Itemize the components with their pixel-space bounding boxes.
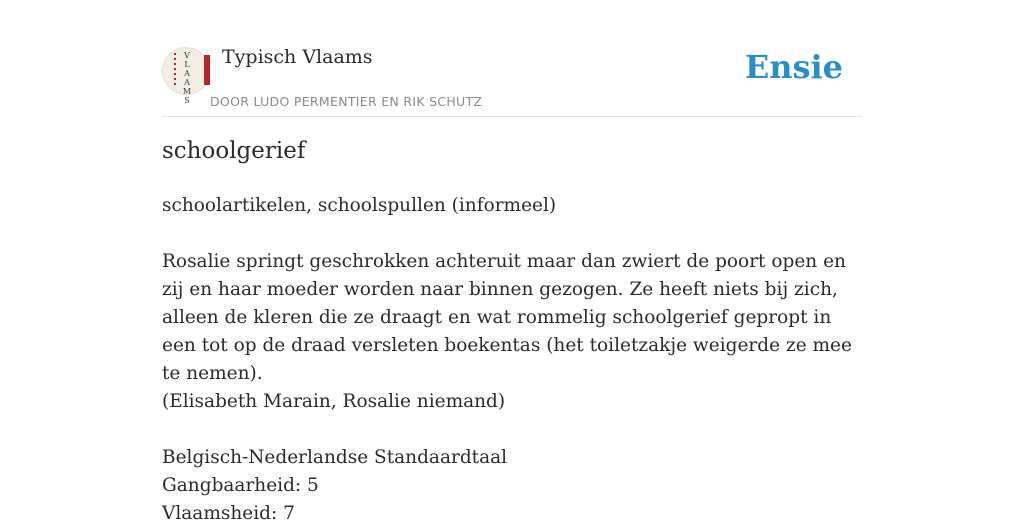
cover-letter: M — [182, 87, 192, 96]
cover-letter: A — [184, 69, 190, 78]
book-cover-image[interactable] — [162, 47, 210, 105]
cover-letters — [180, 51, 194, 105]
entry-vlaamsheid: Vlaamsheid: 7 — [162, 503, 295, 524]
entry-content — [162, 192, 862, 528]
entry-example: Rosalie springt geschrokken achteruit maar dan zwiert de poort open en zij en haar moeder worden naar binnen gezogen. Ze heeft niets bij zich, alleen de kleren die ze draagt en wat rommelig schoolgerief gepropt in een tot op de draad versleten boekentas (het toiletzakje weigerde ze mee te nemen). — [162, 251, 852, 384]
header — [162, 0, 862, 117]
spacer — [162, 416, 862, 444]
brand-logo-link[interactable]: Ensie — [744, 48, 843, 86]
page — [162, 0, 862, 524]
cover-letter: L — [184, 60, 190, 69]
cover-letter: V — [184, 51, 190, 60]
entry-title: schoolgerief — [162, 138, 306, 164]
entry-definition: schoolartikelen, schoolspullen (informeel) — [162, 195, 557, 216]
book-title-link[interactable]: Typisch Vlaams — [222, 46, 373, 68]
entry-source: (Elisabeth Marain, Rosalie niemand) — [162, 391, 506, 412]
entry-language: Belgisch-Nederlandse Standaardtaal — [162, 447, 508, 468]
cover-spine — [204, 55, 210, 85]
cover-letter: S — [184, 96, 190, 105]
book-authors: DOOR LUDO PERMENTIER EN RIK SCHUTZ — [210, 94, 483, 109]
cover-decoration — [174, 53, 176, 85]
spacer — [162, 220, 862, 248]
cover-letter: A — [184, 78, 190, 87]
entry-gangbaarheid: Gangbaarheid: 5 — [162, 475, 319, 496]
